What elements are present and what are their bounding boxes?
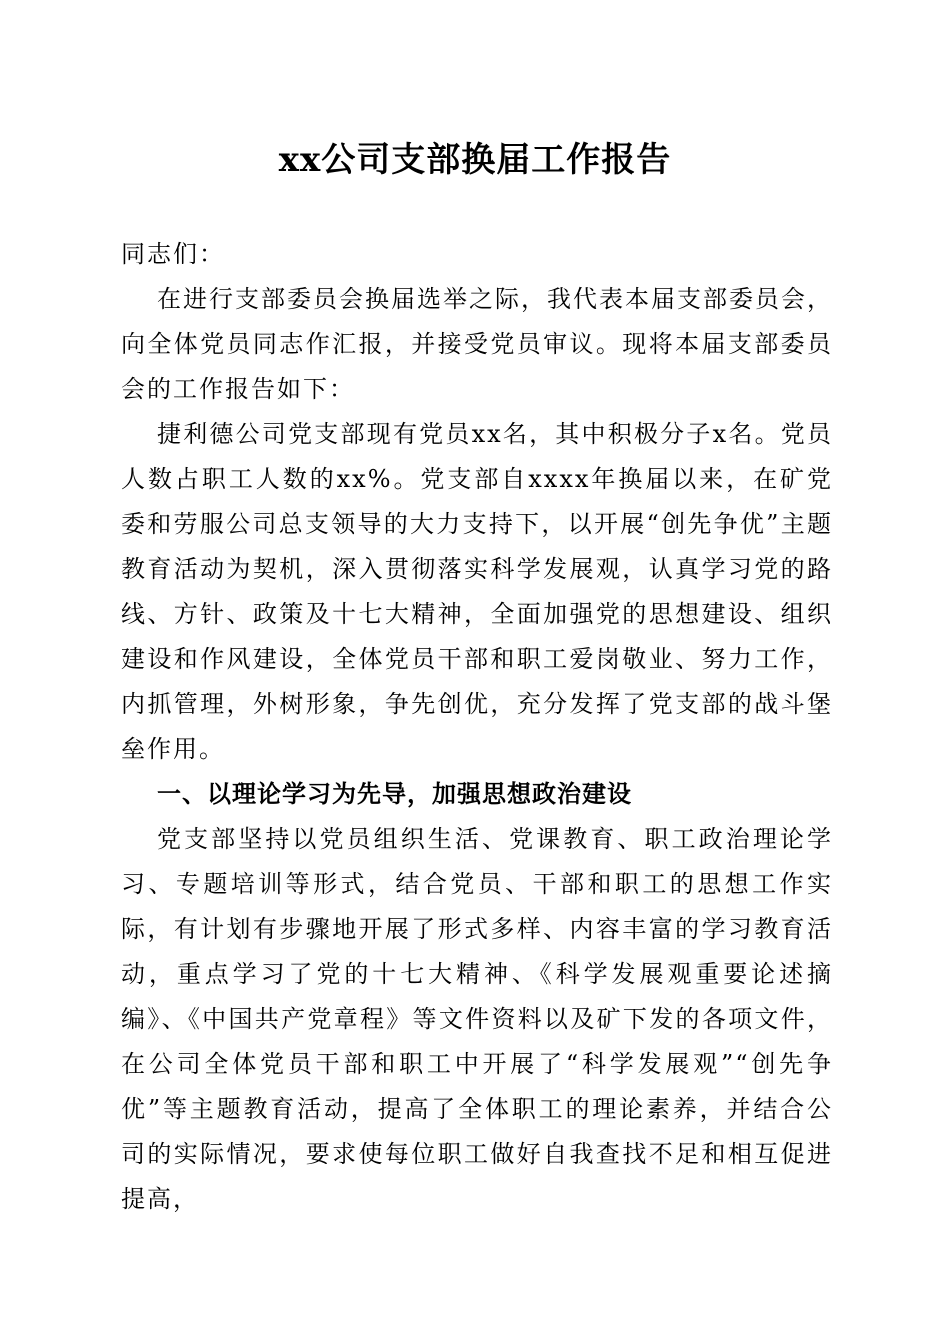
document-body bbox=[121, 232, 833, 1222]
salutation: 同志们： bbox=[121, 240, 225, 268]
section-paragraph: 党支部坚持以党员组织生活、党课教育、职工政治理论学习、专题培训等形式，结合党员、干部和职工的思想工作实际，有计划有步骤地开展了形式多样、内容丰富的学习教育活动，重点学习了党的十七大精神、《科学发展观重要论述摘编》、《中国共产党章程》等文件资料以及矿下发的各项文件，在公司全体党员干部和职工中开展了“科学发展观”“创先争优”等主题教育活动，提高了全体职工的理论素养，并结合公司的实际情况，要求使每位职工做好自我查找不足和相互促进提高， bbox=[121, 825, 833, 1213]
paragraph-overview: 捷利德公司党支部现有党员xx名，其中积极分子x名。党员人数占职工人数的xx%。党支部自xxxx年换届以来，在矿党委和劳服公司总支领导的大力支持下，以开展“创先争优”主题教育活动为契机，深入贯彻落实科学发展观，认真学习党的路线、方针、政策及十七大精神，全面加强党的思想建设、组织建设和作风建设，全体党员干部和职工爱岗敬业、努力工作，内抓管理，外树形象，争先创优，充分发挥了党支部的战斗堡垒作用。 bbox=[121, 420, 833, 763]
paragraph-intro: 在进行支部委员会换届选举之际，我代表本届支部委员会，向全体党员同志作汇报，并接受党员审议。现将本届支部委员会的工作报告如下： bbox=[121, 285, 833, 403]
section-heading: 一、以理论学习为先导，加强思想政治建设 bbox=[157, 780, 632, 808]
document-title: xx公司支部换届工作报告 bbox=[278, 140, 672, 180]
